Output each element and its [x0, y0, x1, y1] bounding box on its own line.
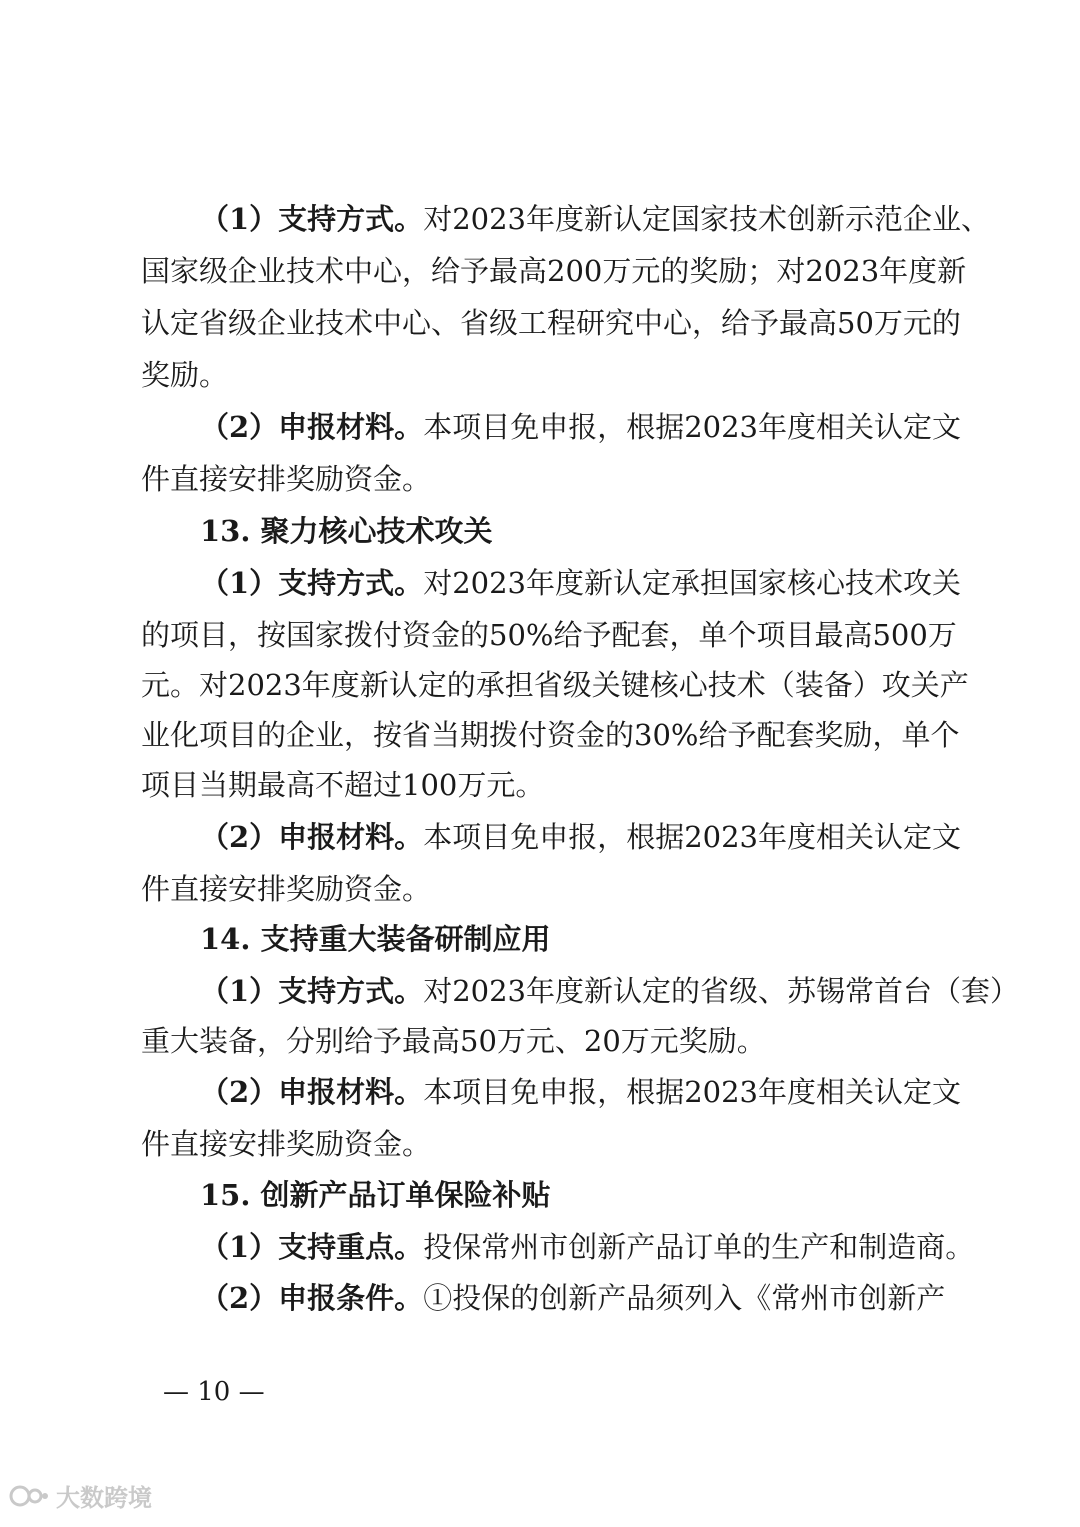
para-5-text: 对2023年度新认定的省级、苏锡常首台（套）: [423, 974, 1019, 1008]
para-1-line-3: 认定省级企业技术中心、省级工程研究中心，给予最高50万元的: [141, 306, 961, 340]
para-1-line-1: [200, 199, 990, 239]
para-4-line-1: [200, 817, 961, 857]
para-4-line-2: 件直接安排奖励资金。: [141, 872, 432, 906]
para-1-line-4: 奖励。: [141, 358, 229, 392]
para-3-line-3: 元。对2023年度新认定的承担省级关键核心技术（装备）攻关产: [141, 668, 969, 702]
para-3-text: 对2023年度新认定承担国家核心技术攻关: [423, 566, 961, 600]
heading-14: 14. 支持重大装备研制应用: [200, 922, 551, 956]
para-4-text: 本项目免申报，根据2023年度相关认定文: [423, 820, 961, 854]
para-3-line-2: 的项目，按国家拨付资金的50%给予配套，单个项目最高500万: [141, 618, 957, 652]
para-6-text: 本项目免申报，根据2023年度相关认定文: [423, 1075, 961, 1109]
para-5-line-1: [200, 971, 1019, 1011]
watermark: [8, 1478, 152, 1513]
para-3-line-5: 项目当期最高不超过100万元。: [141, 768, 545, 802]
para-7-text: 投保常州市创新产品订单的生产和制造商。: [423, 1230, 975, 1264]
para-3-lead: （1）支持方式。: [200, 566, 424, 600]
para-3-line-4: 业化项目的企业，按省当期拨付资金的30%给予配套奖励，单个: [141, 718, 960, 752]
para-5-line-2: 重大装备，分别给予最高50万元、20万元奖励。: [141, 1024, 766, 1058]
watermark-text: 大数跨境: [56, 1484, 152, 1512]
para-4-lead: （2）申报材料。: [200, 820, 424, 854]
para-1-lead: （1）支持方式。: [200, 202, 424, 236]
para-5-lead: （1）支持方式。: [200, 974, 424, 1008]
page-number: — 10 —: [163, 1377, 265, 1407]
para-1-line-2: 国家级企业技术中心，给予最高200万元的奖励；对2023年度新: [141, 254, 967, 288]
heading-13: 13. 聚力核心技术攻关: [200, 514, 493, 548]
para-7-line-1: [200, 1227, 975, 1267]
para-2-line-1: [200, 407, 961, 447]
para-6-line-1: [200, 1072, 961, 1112]
para-2-text: 本项目免申报，根据2023年度相关认定文: [423, 410, 961, 444]
para-6-lead: （2）申报材料。: [200, 1075, 424, 1109]
watermark-logo-icon: [8, 1482, 50, 1510]
para-6-line-2: 件直接安排奖励资金。: [141, 1127, 432, 1161]
para-2-lead: （2）申报材料。: [200, 410, 424, 444]
heading-15: 15. 创新产品订单保险补贴: [200, 1178, 551, 1212]
para-7-lead: （1）支持重点。: [200, 1230, 424, 1264]
para-1-text: 对2023年度新认定国家技术创新示范企业、: [423, 202, 990, 236]
para-8-text: ①投保的创新产品须列入《常州市创新产: [423, 1281, 946, 1315]
para-3-line-1: [200, 563, 961, 603]
para-2-line-2: 件直接安排奖励资金。: [141, 462, 432, 496]
para-8-lead: （2）申报条件。: [200, 1281, 424, 1315]
para-8-line-1: [200, 1278, 946, 1318]
